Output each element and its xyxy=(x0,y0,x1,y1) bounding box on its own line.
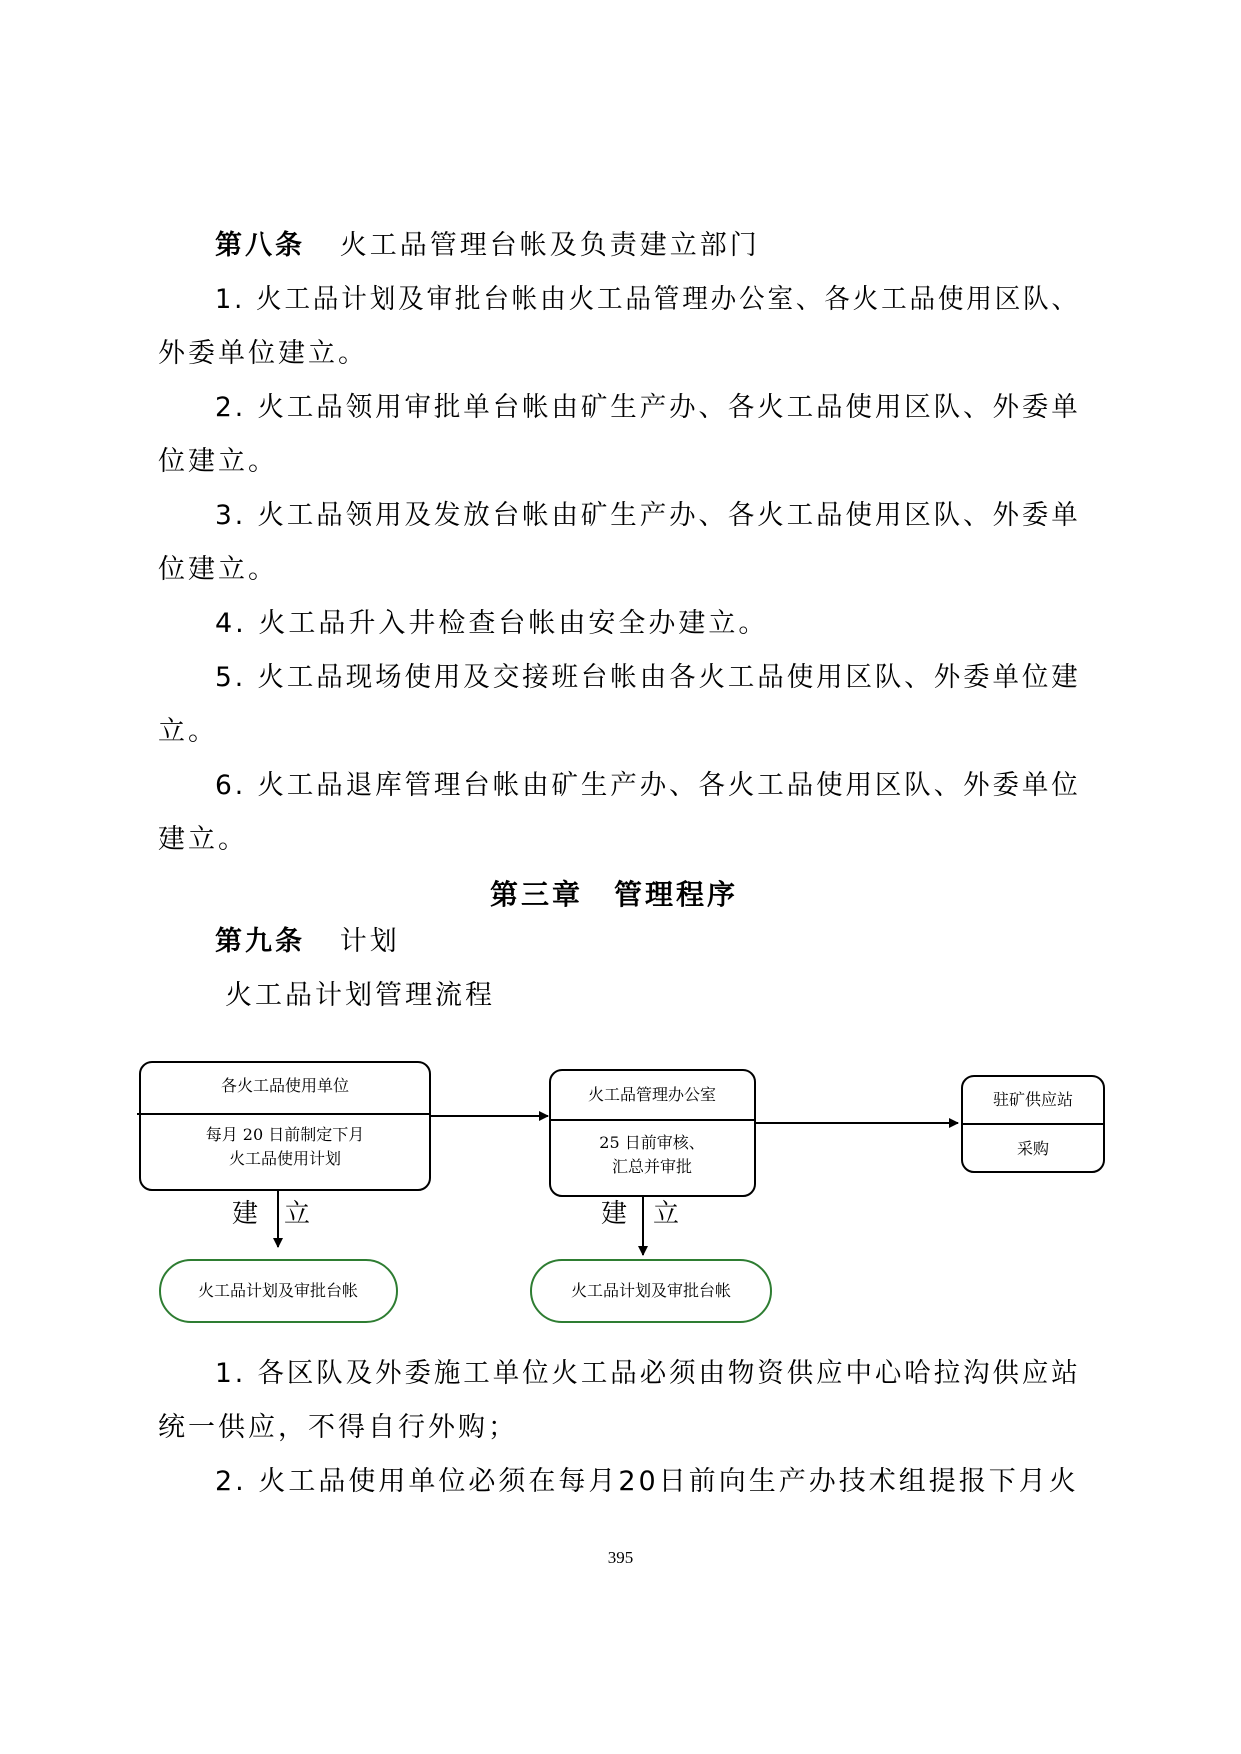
item-number: 4. xyxy=(215,608,247,639)
establish-label-1: 建 立 xyxy=(232,1199,311,1229)
item-text: 各区队及外委施工单位火工品必须由物资供应中心哈拉沟供应站 xyxy=(257,1358,1081,1389)
page-number: 395 xyxy=(607,1548,634,1567)
rule-1-cont: 统一供应，不得自行外购； xyxy=(158,1412,518,1443)
article9-title: 计划 xyxy=(339,926,400,957)
box2-header: 火工品管理办公室 xyxy=(587,1085,717,1104)
item-number: 6. xyxy=(215,770,247,801)
article8-item-1-cont: 外委单位建立。 xyxy=(158,338,368,369)
flow-box-office xyxy=(550,1070,755,1196)
box1-header: 各火工品使用单位 xyxy=(220,1076,350,1095)
article8-heading xyxy=(215,229,760,263)
box1-body-1: 每月 20 日前制定下月 xyxy=(205,1125,365,1144)
flow-title: 火工品计划管理流程 xyxy=(225,980,495,1011)
item-text: 火工品领用审批单台帐由矿生产办、各火工品使用区队、外委单 xyxy=(257,392,1081,423)
item-number: 5. xyxy=(215,662,247,693)
box1-body-2: 火工品使用计划 xyxy=(228,1149,342,1168)
article8-item-5-cont: 立。 xyxy=(158,716,218,747)
item-number: 2. xyxy=(215,1466,247,1497)
article8-item-3 xyxy=(215,499,1081,533)
chapter-title: 第三章 管理程序 xyxy=(490,878,739,911)
article8-item-4 xyxy=(215,607,768,641)
ledger-oval-2 xyxy=(531,1260,771,1322)
ledger-text-1: 火工品计划及审批台帐 xyxy=(197,1281,359,1300)
article8-item-5 xyxy=(215,661,1081,695)
box2-body-2: 汇总并审批 xyxy=(611,1157,693,1176)
article8-item-2 xyxy=(215,391,1081,425)
flow-box-supply-station xyxy=(962,1076,1104,1172)
article8-item-2-cont: 位建立。 xyxy=(158,446,278,477)
item-number: 1. xyxy=(215,1358,247,1389)
item-number: 1. xyxy=(215,284,246,315)
item-number: 3. xyxy=(215,500,247,531)
rule-1 xyxy=(215,1357,1081,1391)
ledger-text-2: 火工品计划及审批台帐 xyxy=(570,1281,732,1300)
article9-label: 第九条 xyxy=(215,926,305,957)
article8-item-1 xyxy=(215,283,1080,317)
rule-2 xyxy=(215,1465,1079,1499)
article9-heading xyxy=(215,925,400,959)
box3-body: 采购 xyxy=(1016,1139,1050,1158)
item-text: 火工品退库管理台帐由矿生产办、各火工品使用区队、外委单位 xyxy=(257,770,1081,801)
establish-label-2: 建 立 xyxy=(601,1199,680,1229)
item-text: 火工品使用单位必须在每月20日前向生产办技术组提报下月火 xyxy=(258,1466,1079,1497)
article8-label: 第八条 xyxy=(215,230,305,261)
item-text: 火工品领用及发放台帐由矿生产办、各火工品使用区队、外委单 xyxy=(257,500,1081,531)
article8-item-6 xyxy=(215,769,1081,803)
item-text: 火工品升入井检查台帐由安全办建立。 xyxy=(258,608,769,639)
article8-item-6-cont: 建立。 xyxy=(158,824,248,855)
item-text: 火工品现场使用及交接班台帐由各火工品使用区队、外委单位建 xyxy=(257,662,1081,693)
flow-box-user-units xyxy=(140,1062,430,1190)
article8-title: 火工品管理台帐及负责建立部门 xyxy=(339,230,760,261)
box2-body-1: 25 日前审核、 xyxy=(599,1133,705,1152)
item-text: 火工品计划及审批台帐由火工品管理办公室、各火工品使用区队、 xyxy=(256,284,1080,315)
ledger-oval-1 xyxy=(160,1260,397,1322)
article8-item-3-cont: 位建立。 xyxy=(158,554,278,585)
item-number: 2. xyxy=(215,392,247,423)
box3-header: 驻矿供应站 xyxy=(992,1090,1074,1109)
